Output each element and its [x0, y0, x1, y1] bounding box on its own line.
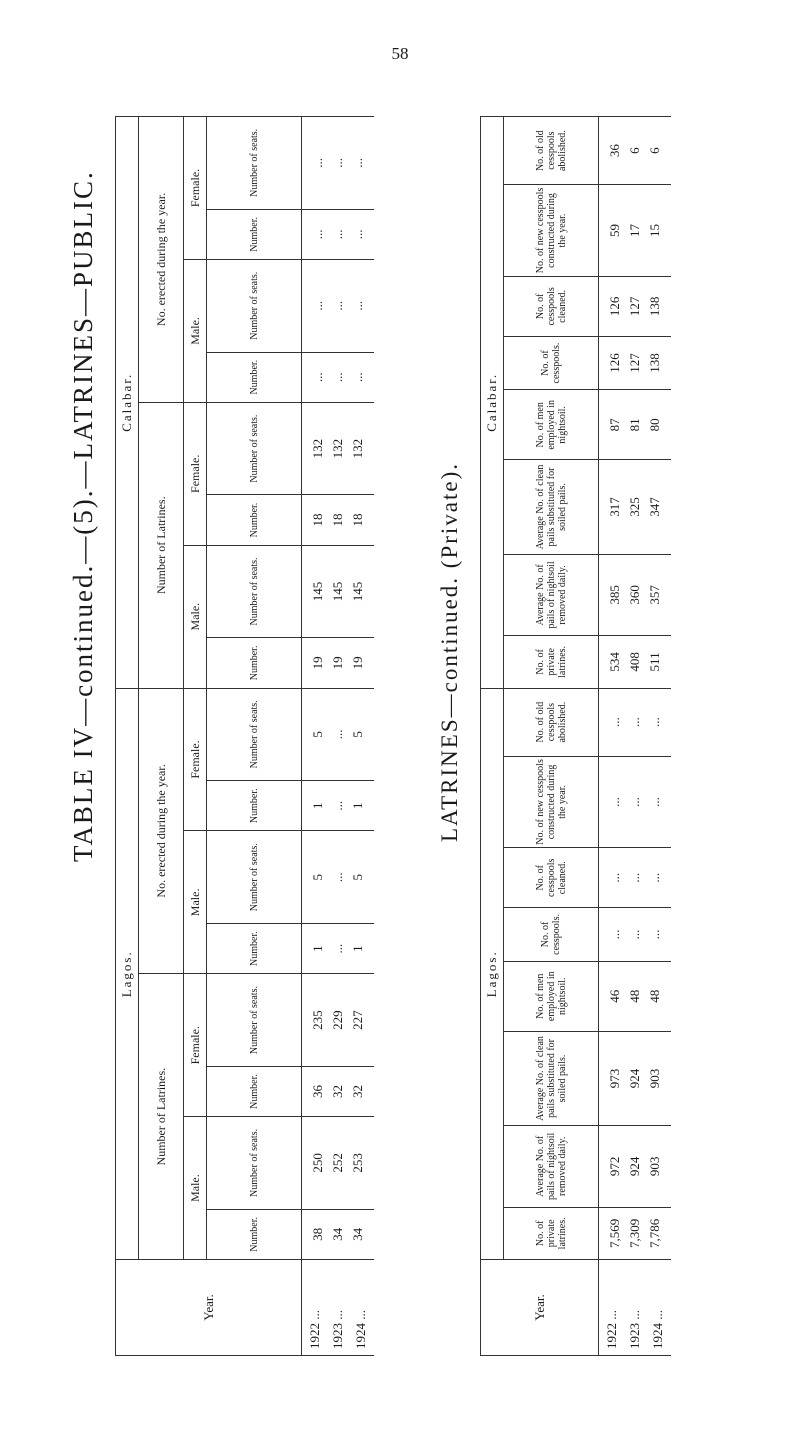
cell: ...	[302, 259, 329, 352]
cell: ...	[645, 908, 671, 961]
row-year: 1924 ...	[348, 1260, 374, 1356]
cell: 250	[302, 1117, 329, 1210]
cell: 48	[625, 961, 645, 1031]
cell: 138	[645, 336, 671, 389]
sex-male: Male.	[184, 545, 207, 688]
cell: 18	[348, 495, 374, 545]
cell: 6	[625, 117, 645, 185]
col-number-of-seats: Number of seats.	[207, 1117, 302, 1210]
cell: 1	[302, 923, 329, 973]
row-year: 1922 ...	[302, 1260, 329, 1356]
cell: ...	[625, 688, 645, 756]
region-calabar: Calabar.	[481, 117, 504, 689]
cell: 227	[348, 974, 374, 1067]
cell: 972	[599, 1125, 626, 1207]
cell: 18	[302, 495, 329, 545]
group-number-of-latrines: Number of Latrines.	[139, 402, 184, 688]
cell: 360	[625, 554, 645, 636]
cell: 6	[645, 117, 671, 185]
section-subtitle: LATRINES—continued. (Private).	[437, 461, 462, 842]
cell: 385	[599, 554, 626, 636]
cell: 32	[328, 1066, 348, 1116]
cell: 5	[348, 831, 374, 924]
table-row	[328, 117, 348, 1356]
cell: 317	[599, 460, 626, 554]
cell: 19	[328, 638, 348, 688]
sex-female: Female.	[184, 402, 207, 545]
cell: 235	[302, 974, 329, 1067]
col-cesspools-cleaned: No. of cesspools cleaned.	[504, 848, 599, 908]
col-cesspools: No. of cesspools.	[504, 336, 599, 389]
table-row	[348, 117, 374, 1356]
cell: 7,569	[599, 1207, 626, 1259]
cell: ...	[302, 209, 329, 259]
cell: 903	[645, 1125, 671, 1207]
cell: ...	[328, 831, 348, 924]
cell: 38	[302, 1209, 329, 1259]
col-new-cesspools: No. of new cesspools constructed during the year.	[504, 756, 599, 848]
cell: ...	[302, 352, 329, 402]
cell: 252	[328, 1117, 348, 1210]
year-header: Year.	[481, 1260, 599, 1356]
cell: 1	[348, 923, 374, 973]
col-men-employed: No. of men employed in nightsoil.	[504, 961, 599, 1031]
cell: 15	[645, 185, 671, 277]
cell: ...	[302, 117, 329, 210]
col-number-of-seats: Number of seats.	[207, 259, 302, 352]
cell: 19	[348, 638, 374, 688]
cell: 534	[599, 636, 626, 688]
cell: 347	[645, 460, 671, 554]
public-latrines-table	[115, 116, 374, 1356]
cell: 5	[302, 831, 329, 924]
cell: ...	[645, 848, 671, 908]
col-new-cesspools: No. of new cesspools constructed during the year.	[504, 185, 599, 277]
cell: ...	[645, 756, 671, 848]
cell: ...	[645, 688, 671, 756]
year-header: Year.	[116, 1260, 302, 1356]
group-erected-during-year: No. erected during the year.	[139, 688, 184, 974]
cell: 1	[302, 781, 329, 831]
cell: 1	[348, 781, 374, 831]
cell: 357	[645, 554, 671, 636]
cell: 973	[599, 1031, 626, 1125]
cell: ...	[625, 848, 645, 908]
private-latrines-table	[480, 116, 671, 1356]
cell: 253	[348, 1117, 374, 1210]
col-cesspools-abolished: No. of old cesspools abolished.	[504, 688, 599, 756]
col-number: Number.	[207, 638, 302, 688]
row-year: 1923 ...	[328, 1260, 348, 1356]
cell: 36	[599, 117, 626, 185]
col-cesspools: No. of cesspools.	[504, 908, 599, 961]
row-year: 1923 ...	[625, 1260, 645, 1356]
cell: 924	[625, 1031, 645, 1125]
col-number-of-seats: Number of seats.	[207, 117, 302, 210]
col-number-of-seats: Number of seats.	[207, 545, 302, 638]
col-number-of-seats: Number of seats.	[207, 402, 302, 495]
col-cesspools-cleaned: No. of cesspools cleaned.	[504, 276, 599, 336]
row-year: 1924 ...	[645, 1260, 671, 1356]
cell: 138	[645, 276, 671, 336]
cell: 903	[645, 1031, 671, 1125]
cell: ...	[599, 908, 626, 961]
col-private-latrines: No. of private latrines.	[504, 636, 599, 688]
cell: 127	[625, 276, 645, 336]
cell: 132	[328, 402, 348, 495]
cell: ...	[328, 259, 348, 352]
cell: ...	[328, 117, 348, 210]
cell: 229	[328, 974, 348, 1067]
cell: 145	[348, 545, 374, 638]
region-calabar: Calabar.	[116, 117, 139, 689]
cell: ...	[328, 209, 348, 259]
sex-female: Female.	[184, 974, 207, 1117]
cell: 87	[599, 390, 626, 460]
row-year: 1922 ...	[599, 1260, 626, 1356]
col-men-employed: No. of men employed in nightsoil.	[504, 390, 599, 460]
table-row	[625, 117, 645, 1356]
table-row	[599, 117, 626, 1356]
cell: 126	[599, 336, 626, 389]
sex-male: Male.	[184, 831, 207, 974]
sex-male: Male.	[184, 1117, 207, 1260]
col-number-of-seats: Number of seats.	[207, 831, 302, 924]
cell: ...	[328, 688, 348, 781]
cell: ...	[625, 756, 645, 848]
col-number: Number.	[207, 352, 302, 402]
sex-male: Male.	[184, 259, 207, 402]
cell: 924	[625, 1125, 645, 1207]
cell: 7,309	[625, 1207, 645, 1259]
col-number: Number.	[207, 209, 302, 259]
col-clean-pails: Average No. of clean pails substituted for soiled pails.	[504, 1031, 599, 1125]
cell: 46	[599, 961, 626, 1031]
col-private-latrines: No. of private latrines.	[504, 1207, 599, 1259]
cell: ...	[348, 352, 374, 402]
col-number-of-seats: Number of seats.	[207, 974, 302, 1067]
cell: 32	[348, 1066, 374, 1116]
cell: 145	[328, 545, 348, 638]
col-number: Number.	[207, 1066, 302, 1116]
col-clean-pails: Average No. of clean pails substituted for soiled pails.	[504, 460, 599, 554]
sex-female: Female.	[184, 688, 207, 831]
cell: 5	[348, 688, 374, 781]
cell: 126	[599, 276, 626, 336]
cell: ...	[348, 209, 374, 259]
cell: 59	[599, 185, 626, 277]
col-number-of-seats: Number of seats.	[207, 688, 302, 781]
cell: 48	[645, 961, 671, 1031]
page-number: 58	[391, 44, 409, 63]
table-title: TABLE IV—continued.—(5).—LATRINES—PUBLIC.	[68, 170, 98, 862]
cell: ...	[599, 756, 626, 848]
table-row	[302, 117, 329, 1356]
cell: 19	[302, 638, 329, 688]
cell: 18	[328, 495, 348, 545]
group-erected-during-year: No. erected during the year.	[139, 117, 184, 403]
cell: ...	[328, 923, 348, 973]
cell: 511	[645, 636, 671, 688]
cell: 34	[328, 1209, 348, 1259]
cell: ...	[348, 117, 374, 210]
col-number: Number.	[207, 495, 302, 545]
cell: ...	[599, 688, 626, 756]
sex-female: Female.	[184, 117, 207, 260]
cell: 36	[302, 1066, 329, 1116]
region-lagos: Lagos.	[116, 688, 139, 1259]
cell: 132	[348, 402, 374, 495]
col-number: Number.	[207, 781, 302, 831]
cell: 81	[625, 390, 645, 460]
cell: ...	[348, 259, 374, 352]
cell: 17	[625, 185, 645, 277]
cell: 34	[348, 1209, 374, 1259]
col-pails-removed: Average No. of pails of nightsoil removed daily.	[504, 554, 599, 636]
cell: 132	[302, 402, 329, 495]
col-number: Number.	[207, 923, 302, 973]
table-row	[645, 117, 671, 1356]
cell: 5	[302, 688, 329, 781]
col-number: Number.	[207, 1209, 302, 1259]
cell: 145	[302, 545, 329, 638]
cell: ...	[599, 848, 626, 908]
cell: 80	[645, 390, 671, 460]
cell: 127	[625, 336, 645, 389]
cell: 408	[625, 636, 645, 688]
cell: ...	[328, 352, 348, 402]
cell: 325	[625, 460, 645, 554]
col-cesspools-abolished: No. of old cesspools abolished.	[504, 117, 599, 185]
col-pails-removed: Average No. of pails of nightsoil removed daily.	[504, 1125, 599, 1207]
cell: ...	[328, 781, 348, 831]
cell: 7,786	[645, 1207, 671, 1259]
region-lagos: Lagos.	[481, 688, 504, 1259]
cell: ...	[625, 908, 645, 961]
group-number-of-latrines: Number of Latrines.	[139, 974, 184, 1260]
